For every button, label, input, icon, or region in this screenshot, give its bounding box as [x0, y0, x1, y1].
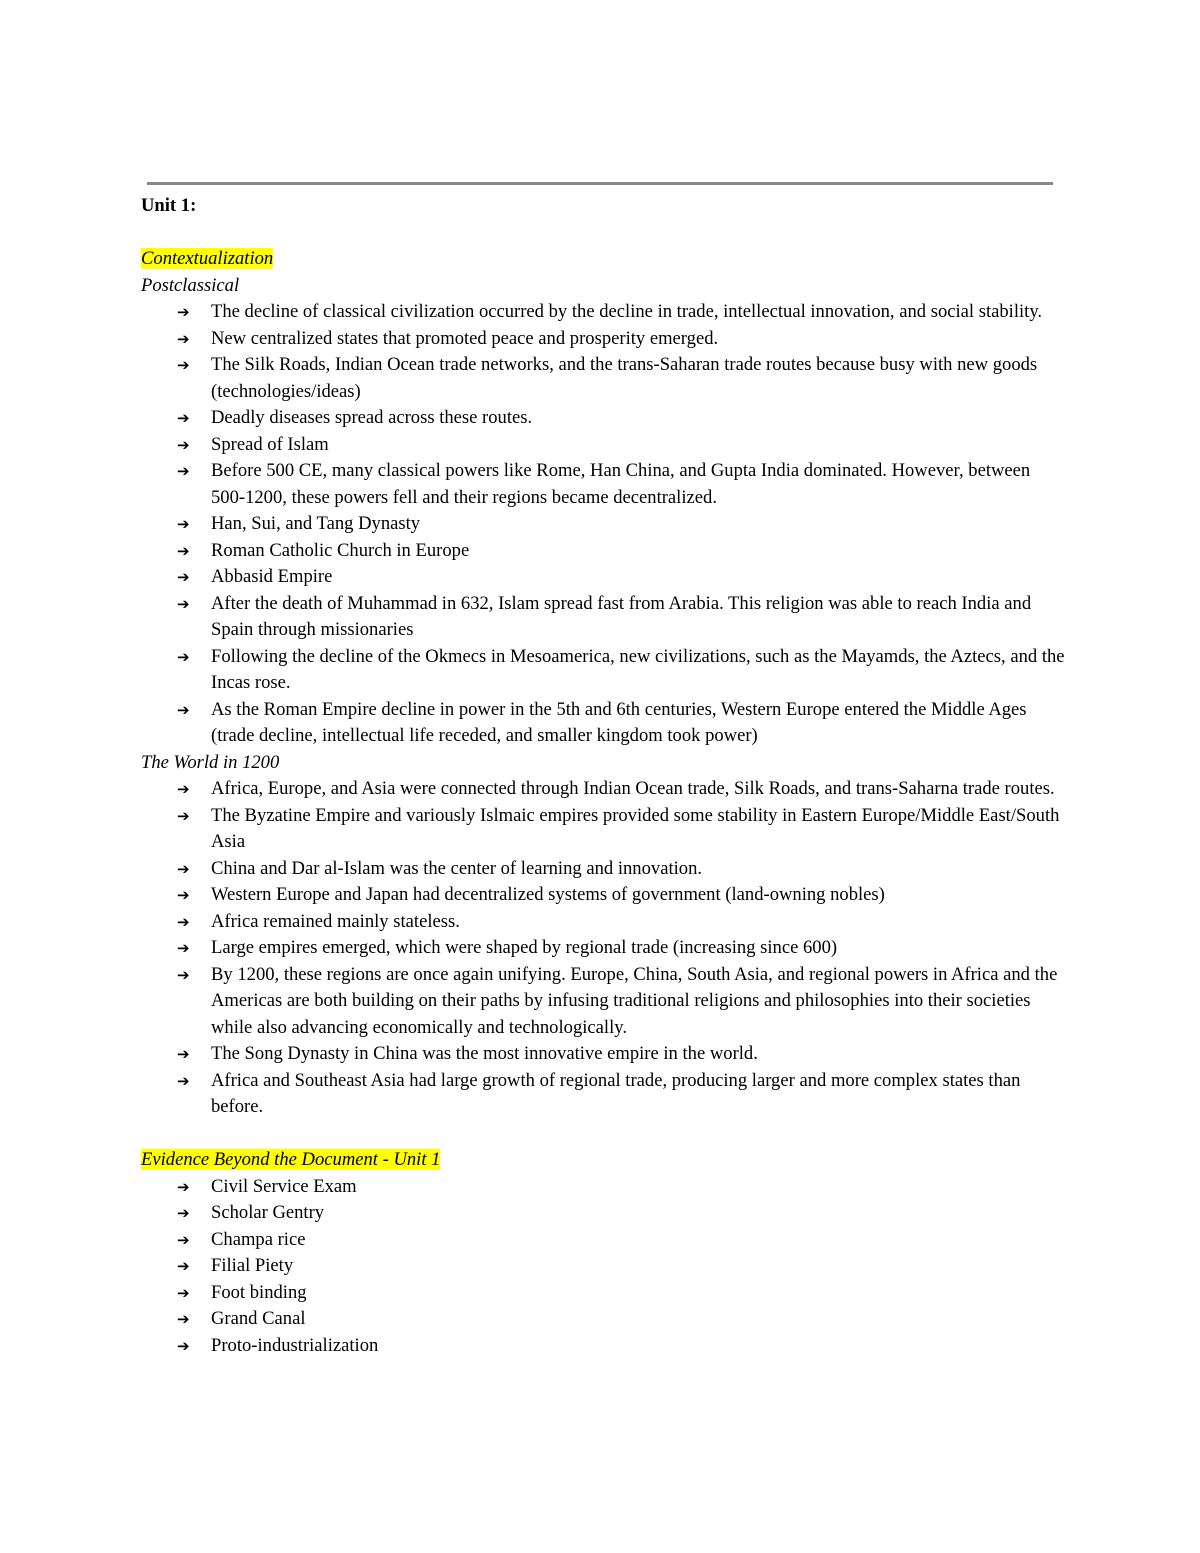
list-item-text: Following the decline of the Okmecs in Mesoamerica, new civilizations, such as the Mayamds, the Aztecs, and the Incas rose.	[211, 645, 1065, 693]
list-item	[141, 432, 1066, 459]
list-item	[141, 1306, 1066, 1333]
arrow-bullet-icon: ➔	[177, 1204, 190, 1222]
arrow-bullet-icon: ➔	[177, 1336, 190, 1355]
list-item-text: Abbasid Empire	[211, 566, 333, 587]
arrow-bullet-icon: ➔	[177, 568, 190, 586]
arrow-bullet-icon: ➔	[177, 329, 190, 348]
arrow-bullet-icon: ➔	[177, 859, 190, 878]
list-item	[141, 511, 1066, 538]
list-item	[141, 1227, 1066, 1254]
arrow-bullet-icon: ➔	[177, 1257, 190, 1275]
list-item-text: Grand Canal	[211, 1308, 306, 1329]
list-item-text: Foot binding	[211, 1281, 307, 1303]
list-item	[141, 1253, 1066, 1280]
arrow-bullet-icon: ➔	[177, 303, 190, 321]
list-item-text: By 1200, these regions are once again unifying. Europe, China, South Asia, and regional powers in Africa and the Americas are both building on their paths by infusing traditional religions and philosophies into their societies while also advancing economically and technologically.	[211, 963, 1058, 1038]
unit-title: Unit 1:	[141, 195, 197, 216]
list-item-text: Western Europe and Japan had decentralized systems of government (land-owning nobles)	[211, 884, 885, 905]
postclassical-heading: Postclassical	[141, 274, 240, 296]
list-item-text: Filial Piety	[211, 1255, 294, 1276]
evidence-heading-text: Evidence Beyond the Document - Unit 1	[141, 1149, 441, 1170]
list-item-text: Before 500 CE, many classical powers like Rome, Han China, and Gupta India dominated. However, between 500-1200, these powers fell and their regions became decentralized.	[211, 460, 1031, 508]
list-item-text: Han, Sui, and Tang Dynasty	[211, 513, 421, 534]
list-item-text: Proto-industrialization	[211, 1334, 379, 1356]
list-item-text: Champa rice	[211, 1228, 306, 1250]
list-item-text: The Silk Roads, Indian Ocean trade networks, and the trans-Saharan trade routes because busy with new goods (technologies/ideas)	[211, 354, 1038, 402]
list-item-text: New centralized states that promoted peace and prosperity emerged.	[211, 327, 719, 349]
list-item	[141, 882, 1066, 909]
arrow-bullet-icon: ➔	[177, 409, 190, 427]
arrow-bullet-icon: ➔	[177, 1177, 190, 1196]
arrow-bullet-icon: ➔	[177, 912, 190, 931]
world-1200-list	[141, 776, 1066, 1121]
arrow-bullet-icon: ➔	[177, 462, 190, 480]
list-item	[141, 1068, 1066, 1121]
list-item	[141, 405, 1066, 432]
list-item-text: As the Roman Empire decline in power in the 5th and 6th centuries, Western Europe entered the Middle Ages (trade decline, intellectual life receded, and smaller kingdom took power)	[211, 698, 1027, 746]
arrow-bullet-icon: ➔	[177, 806, 190, 825]
list-item	[141, 1333, 1066, 1360]
list-item-text: The decline of classical civilization occurred by the decline in trade, intellectual innovation, and social stability.	[211, 301, 1043, 322]
list-item-text: Civil Service Exam	[211, 1175, 357, 1197]
list-item	[141, 776, 1066, 803]
list-item-text: After the death of Muhammad in 632, Islam spread fast from Arabia. This religion was able to reach India and Spain through missionaries	[211, 592, 1032, 640]
arrow-bullet-icon: ➔	[177, 1310, 190, 1328]
list-item	[141, 1041, 1066, 1068]
contextualization-heading	[141, 246, 1066, 273]
contextualization-heading-text: Contextualization	[141, 248, 274, 269]
blank-line	[141, 1121, 1066, 1148]
list-item	[141, 352, 1066, 405]
arrow-bullet-icon: ➔	[177, 886, 190, 904]
list-item	[141, 564, 1066, 591]
list-item-text: The Song Dynasty in China was the most innovative empire in the world.	[211, 1043, 758, 1064]
postclassical-list	[141, 299, 1066, 750]
list-item	[141, 697, 1066, 750]
arrow-bullet-icon: ➔	[177, 700, 190, 719]
list-item-text: Scholar Gentry	[211, 1202, 325, 1223]
document-body	[141, 193, 1066, 1359]
arrow-bullet-icon: ➔	[177, 780, 190, 798]
arrow-bullet-icon: ➔	[177, 435, 190, 454]
list-item	[141, 644, 1066, 697]
list-item-text: Large empires emerged, which were shaped by regional trade (increasing since 600)	[211, 937, 838, 958]
list-item	[141, 1174, 1066, 1201]
arrow-bullet-icon: ➔	[177, 356, 190, 374]
list-item-text: Africa and Southeast Asia had large growth of regional trade, producing larger and more complex states than before.	[211, 1069, 1021, 1117]
arrow-bullet-icon: ➔	[177, 1071, 190, 1090]
list-item	[141, 1200, 1066, 1227]
list-item	[141, 962, 1066, 1042]
evidence-heading	[141, 1147, 1066, 1174]
arrow-bullet-icon: ➔	[177, 515, 190, 533]
list-item	[141, 909, 1066, 936]
list-item	[141, 591, 1066, 644]
arrow-bullet-icon: ➔	[177, 541, 190, 560]
list-item-text: Deadly diseases spread across these routes.	[211, 407, 533, 428]
list-item	[141, 935, 1066, 962]
arrow-bullet-icon: ➔	[177, 1283, 190, 1302]
list-item-text: Roman Catholic Church in Europe	[211, 539, 470, 561]
list-item	[141, 803, 1066, 856]
list-item-text: Africa, Europe, and Asia were connected through Indian Ocean trade, Silk Roads, and trans-Saharna trade routes.	[211, 778, 1055, 799]
list-item-text: China and Dar al-Islam was the center of learning and innovation.	[211, 857, 703, 879]
arrow-bullet-icon: ➔	[177, 939, 190, 957]
arrow-bullet-icon: ➔	[177, 1230, 190, 1249]
list-item	[141, 856, 1066, 883]
blank-line	[141, 220, 1066, 247]
list-item	[141, 299, 1066, 326]
list-item-text: Africa remained mainly stateless.	[211, 910, 460, 932]
list-item-text: The Byzatine Empire and variously Islmaic empires provided some stability in Eastern Europe/Middle East/South Asia	[211, 804, 1060, 852]
world-1200-heading: The World in 1200	[141, 751, 280, 773]
evidence-list	[141, 1174, 1066, 1360]
arrow-bullet-icon: ➔	[177, 647, 190, 666]
horizontal-rule	[147, 182, 1053, 185]
arrow-bullet-icon: ➔	[177, 594, 190, 613]
list-item	[141, 538, 1066, 565]
list-item	[141, 458, 1066, 511]
arrow-bullet-icon: ➔	[177, 1045, 190, 1063]
list-item	[141, 1280, 1066, 1307]
list-item	[141, 326, 1066, 353]
list-item-text: Spread of Islam	[211, 433, 329, 455]
arrow-bullet-icon: ➔	[177, 965, 190, 984]
